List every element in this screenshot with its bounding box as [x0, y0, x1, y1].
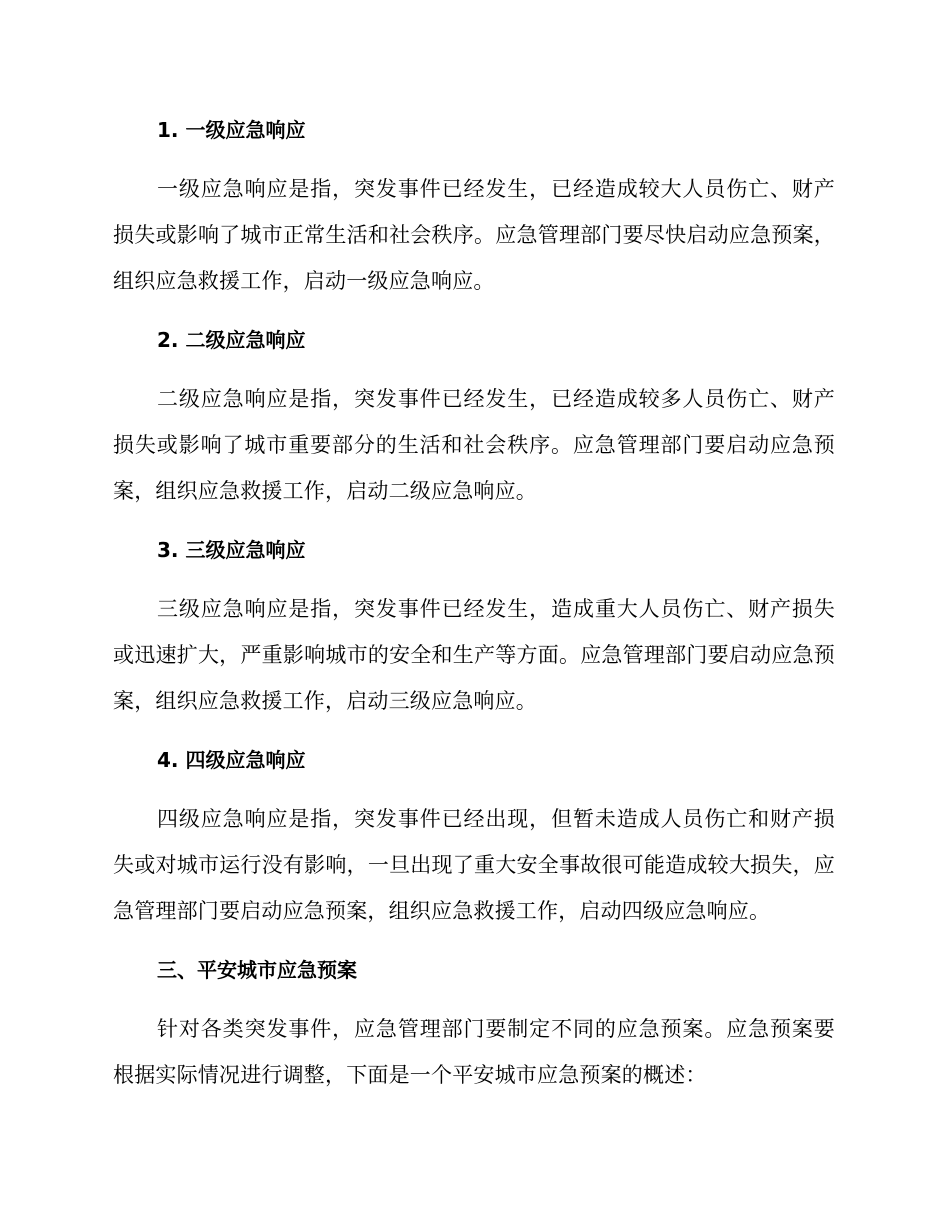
section-heading-level-2: 2. 二级应急响应 — [157, 328, 306, 352]
section-heading-level-4: 4. 四级应急响应 — [157, 748, 306, 772]
section-paragraph-city-plan: 针对各类突发事件，应急管理部门要制定不同的应急预案。应急预案要根据实际情况进行调整，下面是一个平安城市应急预案的概述： — [113, 1017, 835, 1087]
document-page — [113, 112, 835, 1116]
section-paragraph-level-1: 一级应急响应是指，突发事件已经发生，已经造成较大人员伤亡、财产损失或影响了城市正常生活和社会秩序。应急管理部门要尽快启动应急预案，组织应急救援工作，启动一级应急响应。 — [113, 177, 835, 293]
section-heading-city-plan: 三、平安城市应急预案 — [157, 958, 357, 982]
section-heading-level-1: 1. 一级应急响应 — [157, 118, 306, 142]
section-heading-level-3: 3. 三级应急响应 — [157, 538, 306, 562]
section-paragraph-level-2: 二级应急响应是指，突发事件已经发生，已经造成较多人员伤亡、财产损失或影响了城市重要部分的生活和社会秩序。应急管理部门要启动应急预案，组织应急救援工作，启动二级应急响应。 — [113, 387, 835, 503]
section-paragraph-level-3: 三级应急响应是指，突发事件已经发生，造成重大人员伤亡、财产损失或迅速扩大，严重影响城市的安全和生产等方面。应急管理部门要启动应急预案，组织应急救援工作，启动三级应急响应。 — [113, 597, 835, 713]
section-paragraph-level-4: 四级应急响应是指，突发事件已经出现，但暂未造成人员伤亡和财产损失或对城市运行没有影响，一旦出现了重大安全事故很可能造成较大损失，应急管理部门要启动应急预案，组织应急救援工作，启动四级应急响应。 — [113, 807, 835, 923]
